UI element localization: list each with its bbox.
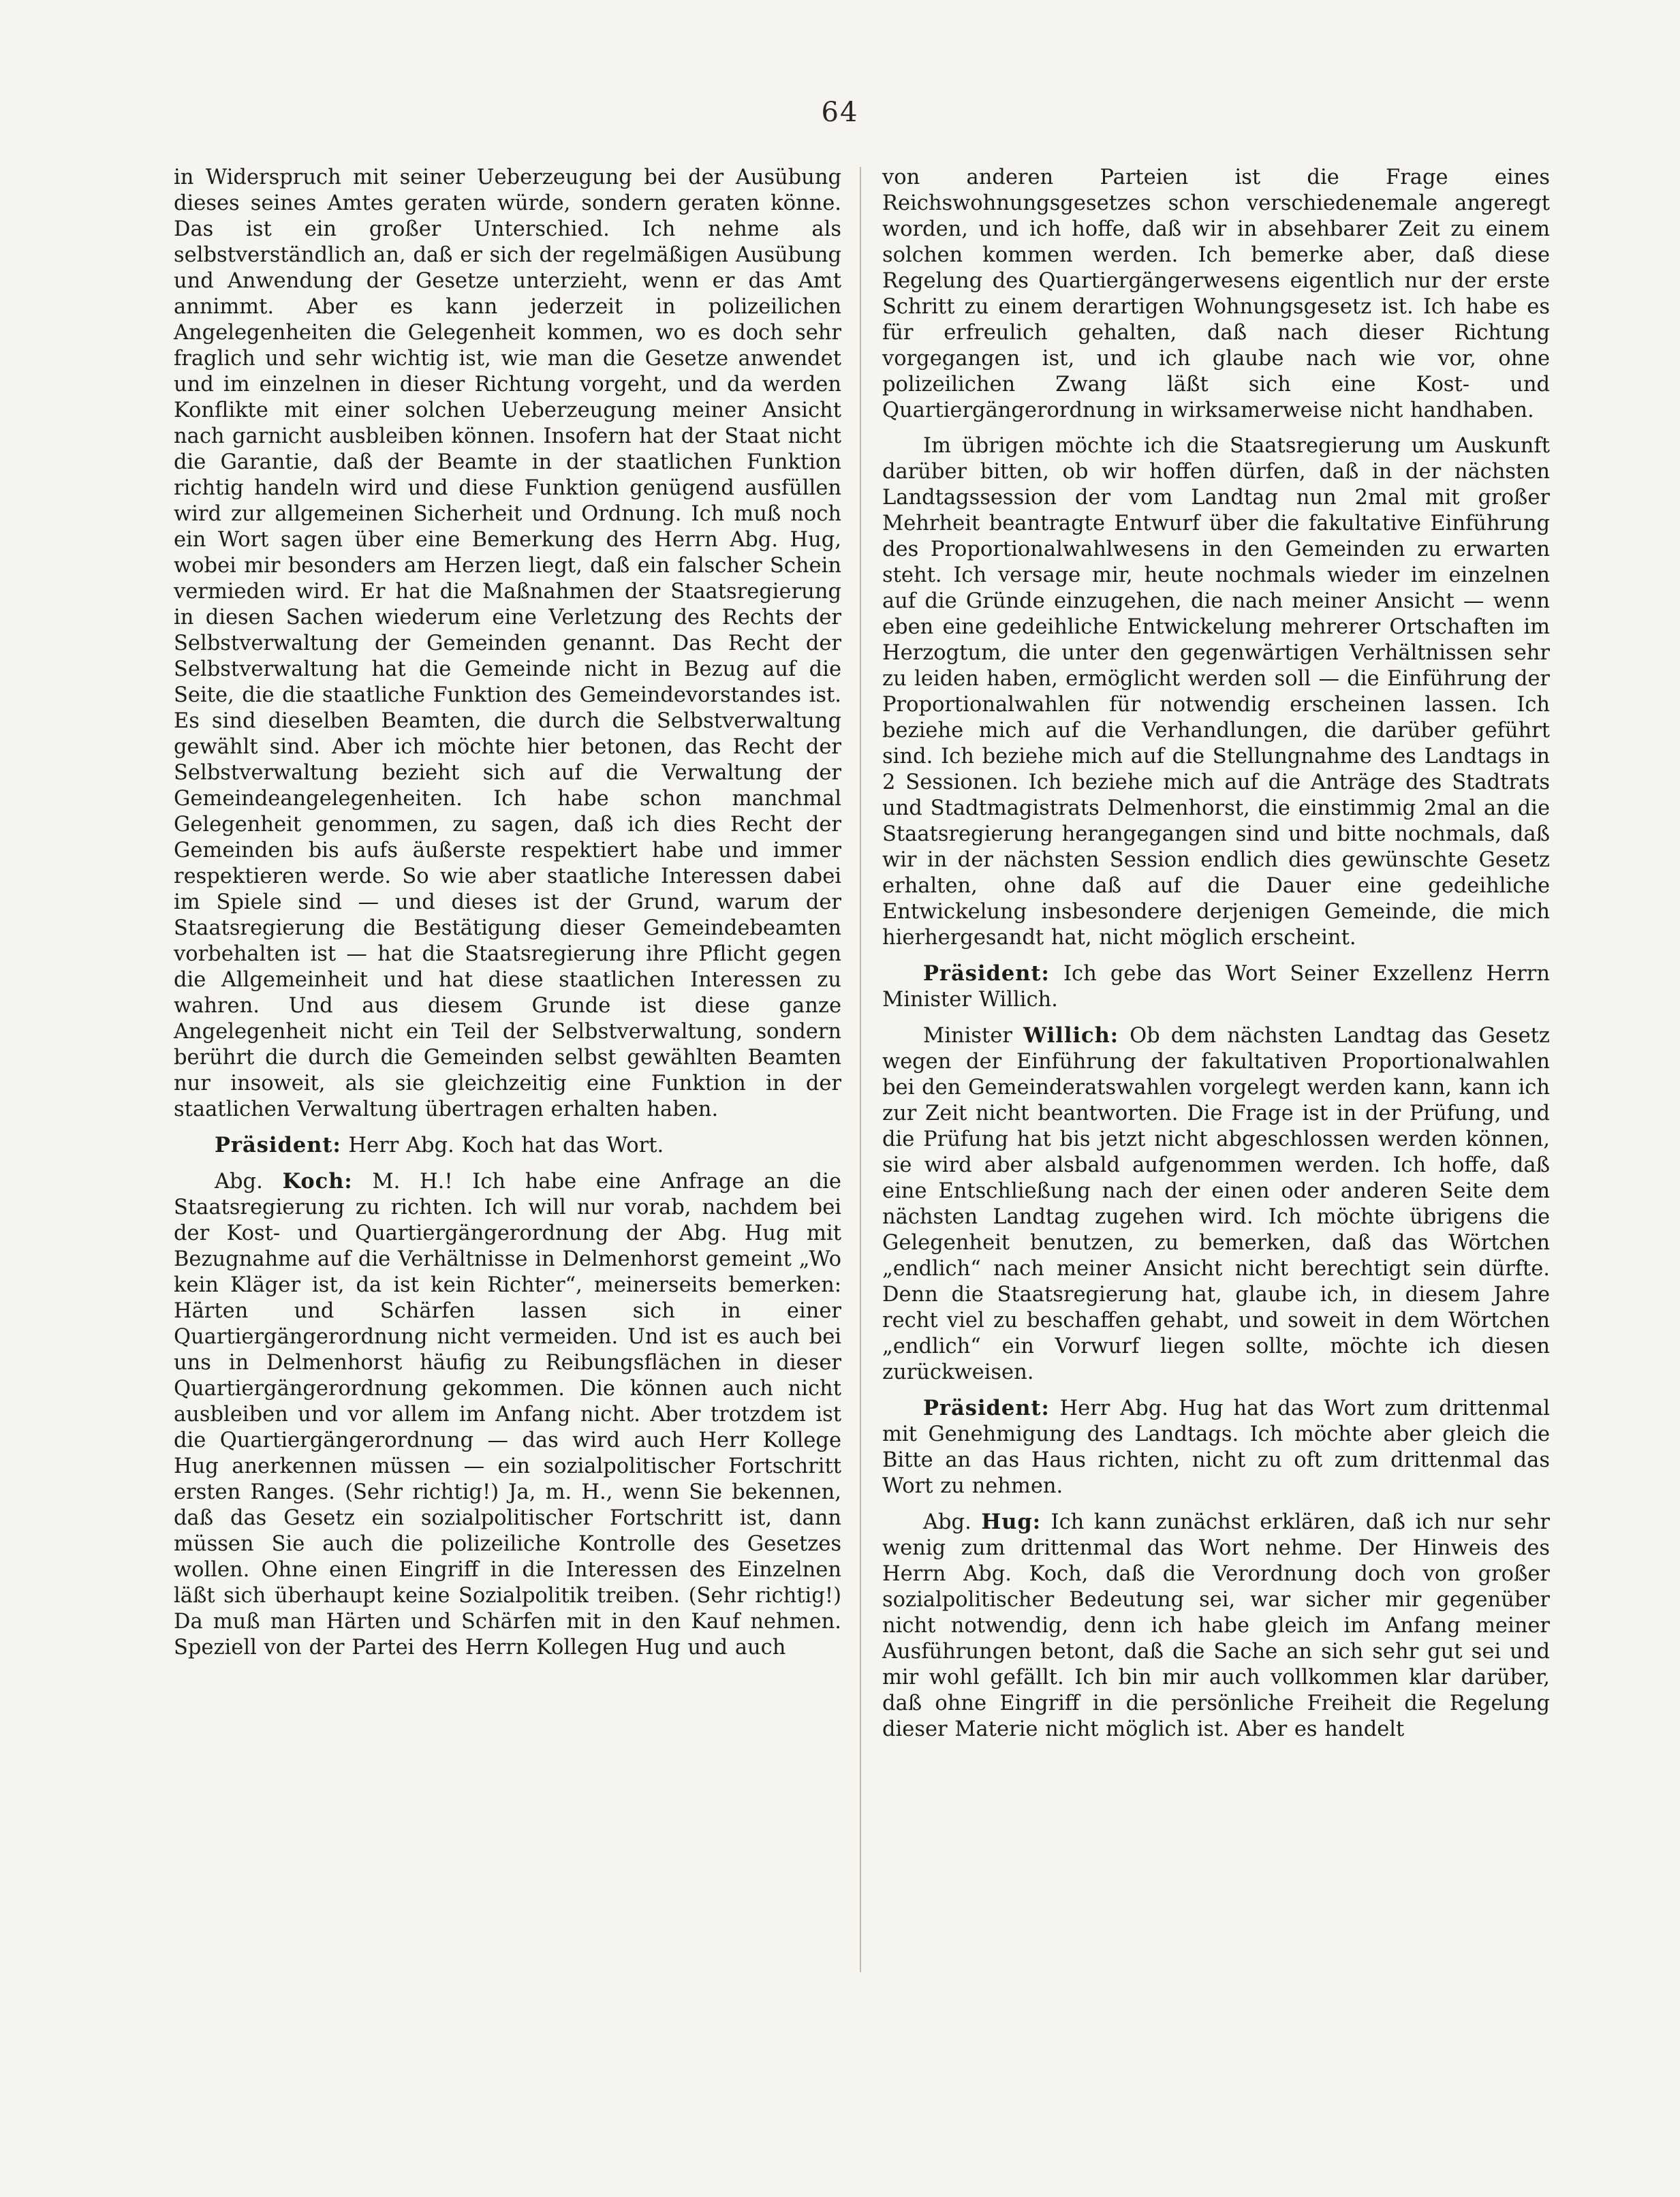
speech-koch bbox=[174, 1168, 841, 1661]
paragraph-continuation: von anderen Parteien ist die Frage eines Reichswohnungsgesetzes schon verschiedenemale angeregt worden, und ich hoffe, daß wir in absehbarer Zeit zu einem solchen kommen werden. Ich bemerke aber, daß diese Regelung des Quartiergängerwesens eigentlich nur der erste Schritt zu einem derartigen Wohnungsgesetz ist. Ich habe es für erfreulich gehalten, daß nach dieser Richtung vorgegangen ist, und ich glaube nach wie vor, ohne polizeilichen Zwang läßt sich eine Kost- und Quartiergängerordnung in wirksamerweise nicht handhaben. bbox=[882, 166, 1550, 422]
speech-willich bbox=[882, 1023, 1550, 1386]
speech-text: M. H.! Ich habe eine Anfrage an die Staatsregierung zu richten. Ich will nur vorab, nachdem bei der Kost- und Quartiergängerordnung der Abg. Hug mit Bezugnahme auf die Verhältnisse in Delmenhorst gemeint „Wo kein Kläger ist, da ist kein Richter“, meinerseits bemerken: Härten und Schärfen lassen sich in einer Quartiergängerordnung nicht vermeiden. Und ist es auch bei uns in Delmenhorst häufig zu Reibungsflächen in dieser Quartiergängerordnung gekommen. Die können auch nicht ausbleiben und vor allem im Anfang nicht. Aber trotzdem ist die Quartiergängerordnung — das wird auch Herr Kollege Hug anerkennen müssen — ein sozialpolitischer Fortschritt ersten Ranges. (Sehr richtig!) Ja, m. H., wenn Sie bekennen, daß das Gesetz ein sozialpolitischer Fortschritt ist, dann müssen Sie auch die polizeiliche Kontrolle des Gesetzes wollen. Ohne einen Eingriff in die Interessen des Einzelnen läßt sich überhaupt keine Sozialpolitik treiben. (Sehr richtig!) Da muß man Härten und Schärfen mit in den Kauf nehmen. Speziell von der Partei des Herrn Kollegen Hug und auch bbox=[174, 1170, 841, 1660]
column-divider bbox=[860, 167, 861, 1972]
speech-praesident-3 bbox=[882, 1395, 1550, 1499]
speech-text: Ich gebe das Wort Seiner Exzellenz Herrn Minister Willich. bbox=[882, 962, 1550, 1012]
speaker-name: Präsident: bbox=[215, 1133, 341, 1157]
speaker-title: Abg. bbox=[215, 1170, 283, 1194]
speaker-name: Hug: bbox=[981, 1510, 1041, 1534]
speaker-name: Willich: bbox=[1023, 1023, 1119, 1048]
paragraph-continuation: in Widerspruch mit seiner Ueberzeugung bei der Ausübung dieses seines Amtes geraten würde, sondern geraten könne. Das ist ein großer Unterschied. Ich nehme als selbstverständlich an, daß er sich der regelmäßigen Ausübung und Anwendung der Gesetze unterzieht, wenn er das Amt annimmt. Aber es kann jederzeit in polizeilichen Angelegenheiten die Gelegenheit kommen, wo es doch sehr fraglich und sehr wichtig ist, wie man die Gesetze anwendet und im einzelnen in dieser Richtung vorgeht, und da werden Konflikte mit einer solchen Ueberzeugung meiner Ansicht nach garnicht ausbleiben können. Insofern hat der Staat nicht die Garantie, daß der Beamte in der staatlichen Funktion richtig handeln wird und diese Funktion genügend ausfüllen wird zur allgemeinen Sicherheit und Ordnung. Ich muß noch ein Wort sagen über eine Bemerkung des Herrn Abg. Hug, wobei mir besonders am Herzen liegt, daß ein falscher Schein vermieden wird. Er hat die Maßnahmen der Staatsregierung in diesen Sachen wiederum eine Verletzung des Rechts der Selbstverwaltung der Gemeinden genannt. Das Recht der Selbstverwaltung hat die Gemeinde nicht in Bezug auf die Seite, die die staatliche Funktion des Gemeindevorstandes ist. Es sind dieselben Beamten, die durch die Selbstverwaltung gewählt sind. Aber ich möchte hier betonen, das Recht der Selbstverwaltung bezieht sich auf die Verwaltung der Gemeindeangelegenheiten. Ich habe schon manchmal Gelegenheit genommen, zu sagen, daß ich dies Recht der Gemeinden bis aufs äußerste respektiert habe und immer respektieren werde. So wie aber staatliche Interessen dabei im Spiele sind — und dieses ist der Grund, warum der Staatsregierung die Bestätigung dieser Gemeindebeamten vorbehalten ist — hat die Staatsregierung ihre Pflicht gegen die Allgemeinheit und hat diese staatlichen Interessen zu wahren. Und aus diesem Grunde ist diese ganze Angelegenheit nicht ein Teil der Selbstverwaltung, sondern berührt die durch die Gemeinden selbst gewählten Beamten nur insoweit, als sie gleichzeitig eine Funktion in der staatlichen Verwaltung übertragen erhalten haben. bbox=[174, 166, 841, 1121]
right-column bbox=[882, 165, 1550, 1743]
speaker-name: Koch: bbox=[282, 1169, 353, 1194]
paragraph: Im übrigen möchte ich die Staatsregierung um Auskunft darüber bitten, ob wir hoffen dürfen, daß in der nächsten Landtagssession der vom Landtag nun 2mal mit großer Mehrheit beantragte Entwurf über die fakultative Einführung des Proportionalwahlwesens in den Gemeinden zu erwarten steht. Ich versage mir, heute nochmals wieder im einzelnen auf die Gründe einzugehen, die nach meiner Ansicht — wenn eben eine gedeihliche Entwickelung mehrerer Ortschaften im Herzogtum, die unter den gegenwärtigen Verhältnissen sehr zu leiden haben, ermöglicht werden soll — die Einführung der Proportionalwahlen für notwendig erscheinen lassen. Ich beziehe mich auf die Verhandlungen, die darüber geführt sind. Ich beziehe mich auf die Stellungnahme des Landtags in 2 Sessionen. Ich beziehe mich auf die Anträge des Stadtrats und Stadtmagistrats Delmenhorst, die einstimmig 2mal an die Staatsregierung herangegangen sind und bitte nochmals, daß wir in der nächsten Session endlich dies gewünschte Gesetz erhalten, ohne daß auf die Dauer eine gedeihliche Entwickelung insbesondere derjenigen Gemeinde, die mich hierhergesandt hat, nicht möglich erscheint. bbox=[882, 434, 1550, 950]
speaker-title: Minister bbox=[923, 1024, 1023, 1048]
speaker-title: Abg. bbox=[923, 1510, 982, 1534]
speech-praesident-1 bbox=[174, 1132, 841, 1159]
left-column bbox=[174, 165, 841, 1661]
speech-text: Herr Abg. Hug hat das Wort zum drittenmal mit Genehmigung des Landtags. Ich möchte aber gleich die Bitte an das Haus richten, nicht zu oft zum drittenmal das Wort zu nehmen. bbox=[882, 1397, 1550, 1498]
speech-praesident-2 bbox=[882, 961, 1550, 1013]
page-number: 64 bbox=[821, 97, 859, 128]
speech-text: Herr Abg. Koch hat das Wort. bbox=[341, 1134, 664, 1157]
speaker-name: Präsident: bbox=[923, 1396, 1050, 1420]
speech-text: Ob dem nächsten Landtag das Gesetz wegen der Einführung der fakultativen Proportionalwahlen bei den Gemeinderatswahlen vorgelegt werden kann, kann ich zur Zeit nicht beantworten. Die Frage ist in der Prüfung, und die Prüfung hat bis jetzt nicht abgeschlossen werden können, sie wird aber alsbald aufgenommen werden. Ich hoffe, daß eine Entschließung nach der einen oder anderen Seite dem nächsten Landtag zugehen wird. Ich möchte übrigens die Gelegenheit benutzen, zu bemerken, daß das Wörtchen „endlich“ nach meiner Ansicht nicht berechtigt sein dürfte. Denn die Staatsregierung hat, glaube ich, in diesem Jahre recht viel zu beschaffen gehabt, und soweit in dem Wörtchen „endlich“ ein Vorwurf liegen sollte, möchte ich diesen zurückweisen. bbox=[882, 1024, 1550, 1384]
speech-text: Ich kann zunächst erklären, daß ich nur sehr wenig zum drittenmal das Wort nehme. Der Hinweis des Herrn Abg. Koch, daß die Verordnung doch von großer sozialpolitischer Bedeutung sei, war sicher mir gegenüber nicht notwendig, denn ich habe gleich im Anfang meiner Ausführungen betont, daß die Sache an sich sehr gut sei und mir wohl gefällt. Ich bin mir auch vollkommen klar darüber, daß ohne Eingriff in die persönliche Freiheit die Regelung dieser Materie nicht möglich ist. Aber es handelt bbox=[882, 1510, 1550, 1741]
speaker-name: Präsident: bbox=[923, 961, 1050, 986]
speech-hug bbox=[882, 1509, 1550, 1743]
